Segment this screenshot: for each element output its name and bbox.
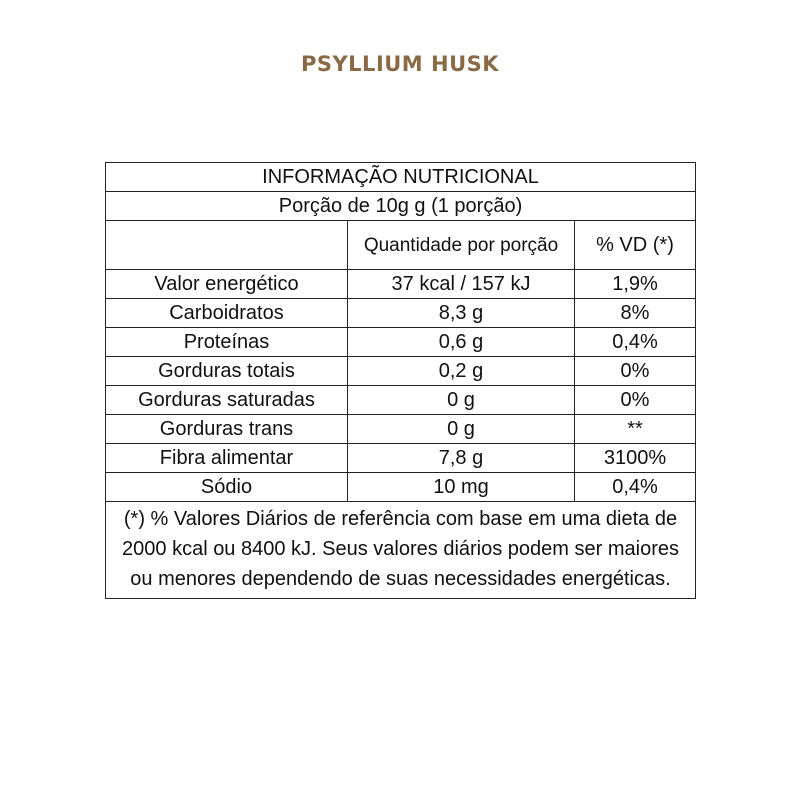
- nutrient-vd: 0%: [575, 357, 696, 386]
- nutrient-name: Sódio: [106, 473, 348, 502]
- nutrient-quantity: 0,2 g: [348, 357, 575, 386]
- column-header-row: [106, 221, 696, 270]
- nutrient-quantity: 0 g: [348, 415, 575, 444]
- nutrient-vd: 1,9%: [575, 270, 696, 299]
- table-row: [106, 357, 696, 386]
- footnote-row: [106, 502, 696, 599]
- column-header-vd: % VD (*): [575, 221, 696, 270]
- column-header-quantity: Quantidade por porção: [348, 221, 575, 270]
- table-row: [106, 444, 696, 473]
- nutrient-quantity: 0,6 g: [348, 328, 575, 357]
- table-row: [106, 473, 696, 502]
- nutrient-name: Gorduras saturadas: [106, 386, 348, 415]
- nutrient-name: Fibra alimentar: [106, 444, 348, 473]
- nutrient-vd: **: [575, 415, 696, 444]
- nutrient-quantity: 0 g: [348, 386, 575, 415]
- nutrient-vd: 8%: [575, 299, 696, 328]
- nutrient-vd: 3100%: [575, 444, 696, 473]
- table-header-row: [106, 163, 696, 192]
- nutrient-name: Carboidratos: [106, 299, 348, 328]
- nutrient-name: Gorduras totais: [106, 357, 348, 386]
- table-row: [106, 415, 696, 444]
- footnote: (*) % Valores Diários de referência com base em uma dieta de 2000 kcal ou 8400 kJ. Seus valores diários podem ser maiores ou menores dependendo de suas necessidades energéticas.: [106, 502, 696, 599]
- nutrient-quantity: 10 mg: [348, 473, 575, 502]
- product-title: PSYLLIUM HUSK: [300, 52, 500, 76]
- nutrient-quantity: 8,3 g: [348, 299, 575, 328]
- table-row: [106, 328, 696, 357]
- table-row: [106, 386, 696, 415]
- portion-row: [106, 192, 696, 221]
- nutrient-quantity: 7,8 g: [348, 444, 575, 473]
- table-header: INFORMAÇÃO NUTRICIONAL: [106, 163, 696, 192]
- nutrition-table: [105, 162, 696, 599]
- nutrient-name: Gorduras trans: [106, 415, 348, 444]
- nutrient-vd: 0,4%: [575, 473, 696, 502]
- nutrient-vd: 0,4%: [575, 328, 696, 357]
- nutrient-quantity: 37 kcal / 157 kJ: [348, 270, 575, 299]
- table-row: [106, 270, 696, 299]
- table-row: [106, 299, 696, 328]
- nutrient-name: Valor energético: [106, 270, 348, 299]
- nutrient-vd: 0%: [575, 386, 696, 415]
- column-header-empty: [106, 221, 348, 270]
- portion-label: Porção de 10g g (1 porção): [106, 192, 696, 221]
- nutrient-name: Proteínas: [106, 328, 348, 357]
